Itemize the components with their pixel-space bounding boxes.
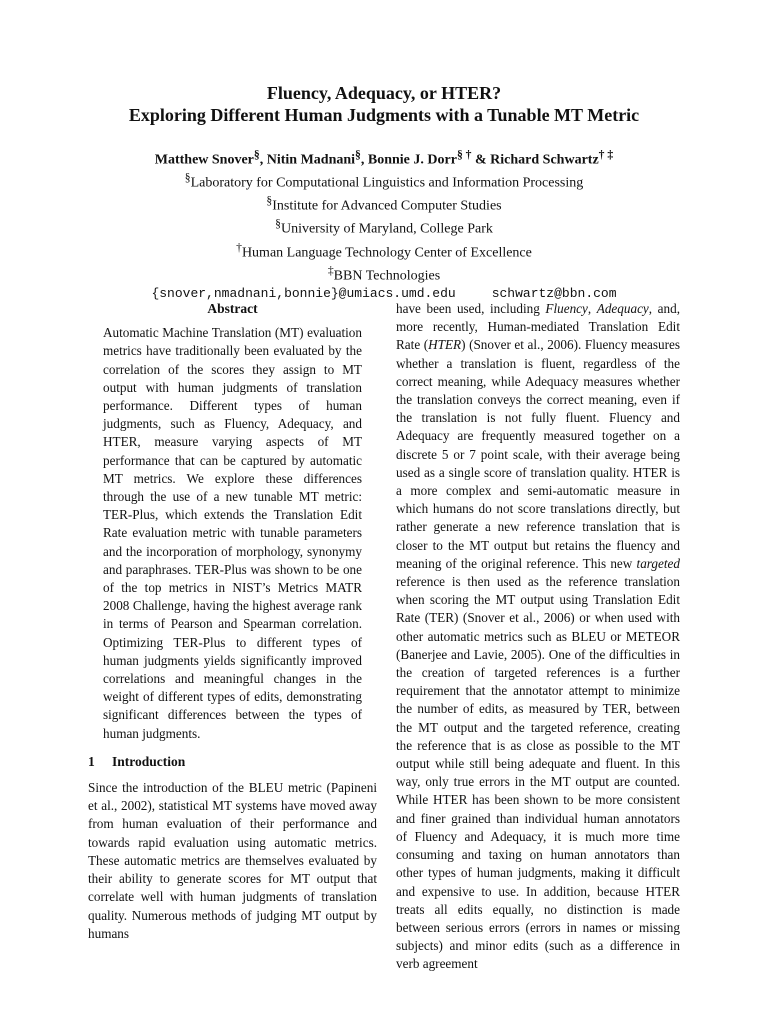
affiliation-2 [60, 192, 708, 215]
affiliation-mark: ‡ [327, 263, 334, 277]
author-1: Matthew Snover [154, 152, 254, 168]
author-4: & Richard Schwartz [475, 152, 599, 168]
text-run: have been used, including [396, 301, 546, 316]
affiliation-1 [60, 169, 708, 192]
affiliation-text: Human Language Technology Center of Excellence [241, 245, 532, 261]
author-3-mark: § † [456, 148, 472, 161]
term-adequacy: Adequacy [596, 301, 649, 316]
affiliation-mark: § [275, 217, 281, 231]
term-targeted: targeted [636, 555, 680, 571]
section-title: Introduction [112, 753, 186, 769]
abstract-text: Automatic Machine Translation (MT) evaluation metrics have traditionally been evaluated by the correlation of the scores they assign to MT output with human judgments of translation performance. Different types of human judgments, such as Fluency, Adequacy, and HTER, measure varying aspects of MT performance that can be captured by automatic MT metrics. We explore these differences through the use of a new tunable MT metric: TER-Plus, which extends the Translation Edit Rate evaluation metric with tunable parameters and the incorporation of morphology, synonymy and paraphrases. TER-Plus was shown to be one of the top metrics in NIST’s Metrics MATR 2008 Challenge, having the highest average rank in terms of Pearson and Spearman correlation. Optimizing TER-Plus to different types of human judgments yields significantly improved correlations and meaningful changes in the weight of different types of edits, demonstrating significant differences between the types of human judgments. [103, 325, 362, 741]
affiliation-mark: † [236, 240, 242, 254]
author-block [60, 146, 708, 302]
paper-title [60, 82, 708, 126]
intro-paragraph-right [396, 300, 680, 974]
text-run: , [587, 301, 597, 316]
author-names: Matthew Snover§, Nitin Madnani§, Bonnie J. Dorr§ † & Richard Schwartz† ‡ [154, 148, 614, 168]
affiliation-text: Institute for Advanced Computer Studies [272, 198, 502, 214]
author-1-mark: § [253, 148, 260, 161]
term-fluency: Fluency [545, 301, 588, 316]
email-bbn[interactable]: schwartz@bbn.com [491, 285, 617, 301]
author-3: Bonnie J. Dorr [367, 152, 457, 168]
abstract-heading: Abstract [207, 301, 258, 316]
text-run: reference is then used as the reference translation when scoring the MT output using Translation Edit Rate (TER) (Snover et al., 2006) or when used with other automatic metrics such as BLEU or METEOR (Banerjee and Lavie, 2005). One of the difficulties in the creation of targeted references is a further requirement that the annotator attempt to minimize the number of edits, as measured by TER, between the MT output and the targeted reference, creating the reference that is as close as possible to the MT output while still being adequate and fluent. In this way, only true errors in the MT output are counted. While HTER has been shown to be more consistent and finer grained than individual human annotators of Fluency and Adequacy, it is much more time consuming and taxing on human annotators than other types of human judgments, making it difficult and expensive to use. In addition, because HTER treats all edits equally, no distinction is made between serious errors (errors in names or missing subjects) and minor edits (such as a difference in verb agreement [396, 574, 680, 972]
section-number: 1 [88, 753, 95, 769]
intro-paragraph-left: Since the introduction of the BLEU metric (Papineni et al., 2002), statistical MT systems have moved away from human evaluation of their performance and towards rapid evaluation using automatic metrics. These automatic metrics are themselves evaluated by their ability to generate scores for MT output that correlate well with human judgments of translation quality. Numerous methods of judging MT output by humans [88, 780, 377, 941]
author-2: Nitin Madnani [266, 152, 356, 168]
email-umd[interactable]: {snover,nmadnani,bonnie}@umiacs.umd.edu [151, 285, 456, 301]
author-4-mark: † ‡ [598, 148, 614, 161]
affiliation-text: BBN Technologies [333, 268, 441, 284]
title-line-1: Fluency, Adequacy, or HTER? [266, 83, 502, 103]
term-hter: HTER [428, 337, 462, 353]
right-column [396, 300, 680, 974]
section-1-heading [88, 753, 377, 771]
affiliation-5 [60, 262, 708, 285]
author-2-mark: § [355, 148, 361, 161]
text-run: ) (Snover et al., 2006). Fluency measures whether a translation is fluent, regardless of the correct meaning, while Adequacy measures whether the translation conveys the correct meaning, even if the translation is not fully fluent. Fluency and Adequacy are frequently measured together on a discrete 5 or 7 point scale, with their average being used as a single score of translation quality. HTER is a more complex and semi-automatic measure in which humans do not score translations directly, but rather generate a new reference translation that is closer to the MT output but retains the fluency and meaning of the original reference. This new [396, 337, 680, 571]
affiliation-3 [60, 215, 708, 238]
affiliation-mark: § [184, 171, 191, 185]
affiliation-mark: § [266, 194, 273, 208]
text-run: , and, more recently, Human-mediated Translation Edit Rate ( [396, 301, 681, 353]
affiliation-4 [60, 239, 708, 262]
affiliation-text: Laboratory for Computational Linguistics and Information Processing [190, 175, 584, 191]
left-column [88, 300, 377, 943]
affiliation-text: University of Maryland, College Park [280, 222, 493, 238]
title-line-2: Exploring Different Human Judgments with a Tunable MT Metric [128, 105, 640, 125]
